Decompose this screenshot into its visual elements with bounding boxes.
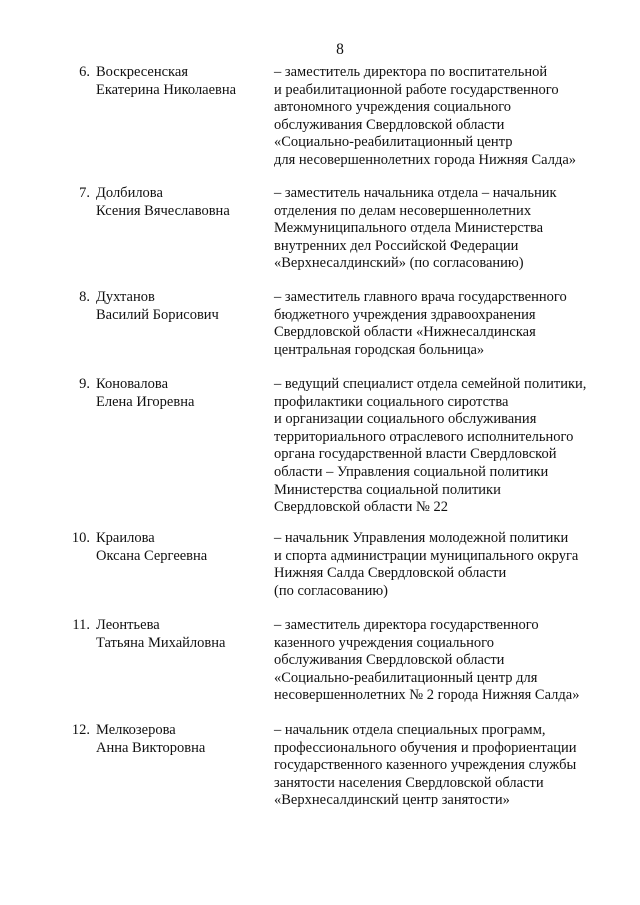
member-name-line: Краилова (96, 530, 155, 546)
member-role-line: области – Управления социальной политики (274, 463, 549, 480)
member-role-line: Свердловской области «Нижнесалдинская (274, 324, 536, 341)
member-name (96, 185, 266, 220)
member-role-line: и организации социального обслуживания (274, 411, 537, 428)
member-name (96, 617, 266, 652)
member-role-line: обслуживания Свердловской области (274, 116, 505, 133)
member-role-line: бюджетного учреждения здравоохранения (274, 306, 536, 323)
member-role-line: «Социально-реабилитационный центр (274, 134, 513, 151)
member-name-line: Ксения Вячеславовна (96, 202, 230, 219)
member-name (96, 530, 266, 565)
member-role-line: – начальник Управления молодежной политики (274, 530, 569, 546)
member-role-line: государственного казенного учреждения службы (274, 757, 577, 774)
member-name-line: Коновалова (96, 376, 169, 392)
member-role-line: органа государственной власти Свердловской (274, 446, 557, 463)
member-role-line: Свердловской области № 22 (274, 499, 448, 516)
member-name (96, 289, 266, 324)
member-role-line: центральная городская больница» (274, 341, 485, 358)
member-role-line: и реабилитационной работе государственного (274, 81, 559, 98)
member-role (274, 530, 626, 600)
member-name-line: Духтанов (96, 289, 155, 305)
member-name (96, 722, 266, 757)
member-role-line: – заместитель начальника отдела – начальник (274, 185, 557, 201)
member-name-line: Мелкозерова (96, 722, 176, 738)
member-role-line: – заместитель директора по воспитательной (274, 64, 548, 80)
member-role-line: (по согласованию) (274, 582, 388, 599)
member-name-line: Воскресенская (96, 64, 188, 80)
member-role (274, 617, 626, 705)
entry-number: 8. (79, 289, 90, 305)
member-name (96, 376, 266, 411)
member-name-line: Василий Борисович (96, 306, 219, 323)
member-role-line: – ведущий специалист отдела семейной политики, (274, 376, 587, 392)
member-role-line: Нижняя Салда Свердловской области (274, 565, 507, 582)
member-role-line: «Социально-реабилитационный центр для (274, 669, 538, 686)
member-name-line: Долбилова (96, 185, 163, 201)
member-name-line: Татьяна Михайловна (96, 634, 226, 651)
entry-number: 10. (71, 530, 90, 546)
entry-number: 9. (79, 376, 90, 392)
member-role (274, 722, 626, 810)
entry-number: 11. (72, 617, 90, 633)
member-name-line: Елена Игоревна (96, 393, 195, 410)
member-role (274, 64, 626, 170)
member-role (274, 185, 626, 273)
entry-number: 7. (79, 185, 90, 201)
member-name-line: Леонтьева (96, 617, 160, 633)
member-role-line: автономного учреждения социального (274, 99, 512, 116)
member-role-line: профилактики социального сиротства (274, 393, 509, 410)
member-role-line: занятости населения Свердловской области (274, 774, 544, 791)
member-name (96, 64, 266, 99)
member-role-line: внутренних дел Российской Федерации (274, 237, 519, 254)
entry-number: 12. (71, 722, 90, 738)
member-role-line: для несовершеннолетних города Нижняя Салда» (274, 151, 577, 168)
page-number: 8 (336, 41, 344, 58)
member-role-line: Министерства социальной политики (274, 481, 501, 498)
member-role-line: Межмуниципального отдела Министерства (274, 220, 544, 237)
member-role-line: – заместитель главного врача государственного (274, 289, 567, 305)
member-role-line: несовершеннолетних № 2 города Нижняя Салда» (274, 687, 580, 704)
entry-number: 6. (79, 64, 90, 80)
member-role-line: «Верхнесалдинский» (по согласованию) (274, 255, 524, 272)
member-role-line: отделения по делам несовершеннолетних (274, 202, 532, 219)
member-role-line: – заместитель директора государственного (274, 617, 539, 633)
member-role (274, 289, 626, 359)
member-role-line: обслуживания Свердловской области (274, 652, 505, 669)
member-role-line: – начальник отдела специальных программ, (274, 722, 546, 738)
member-role-line: территориального отраслевого исполнительного (274, 428, 574, 445)
member-role-line: «Верхнесалдинский центр занятости» (274, 792, 510, 809)
member-role-line: профессионального обучения и профориентации (274, 739, 577, 756)
member-name-line: Оксана Сергеевна (96, 547, 208, 564)
member-role (274, 376, 626, 517)
member-role-line: казенного учреждения социального (274, 634, 494, 651)
member-name-line: Анна Викторовна (96, 739, 206, 756)
member-role-line: и спорта администрации муниципального округа (274, 547, 579, 564)
member-name-line: Екатерина Николаевна (96, 81, 237, 98)
